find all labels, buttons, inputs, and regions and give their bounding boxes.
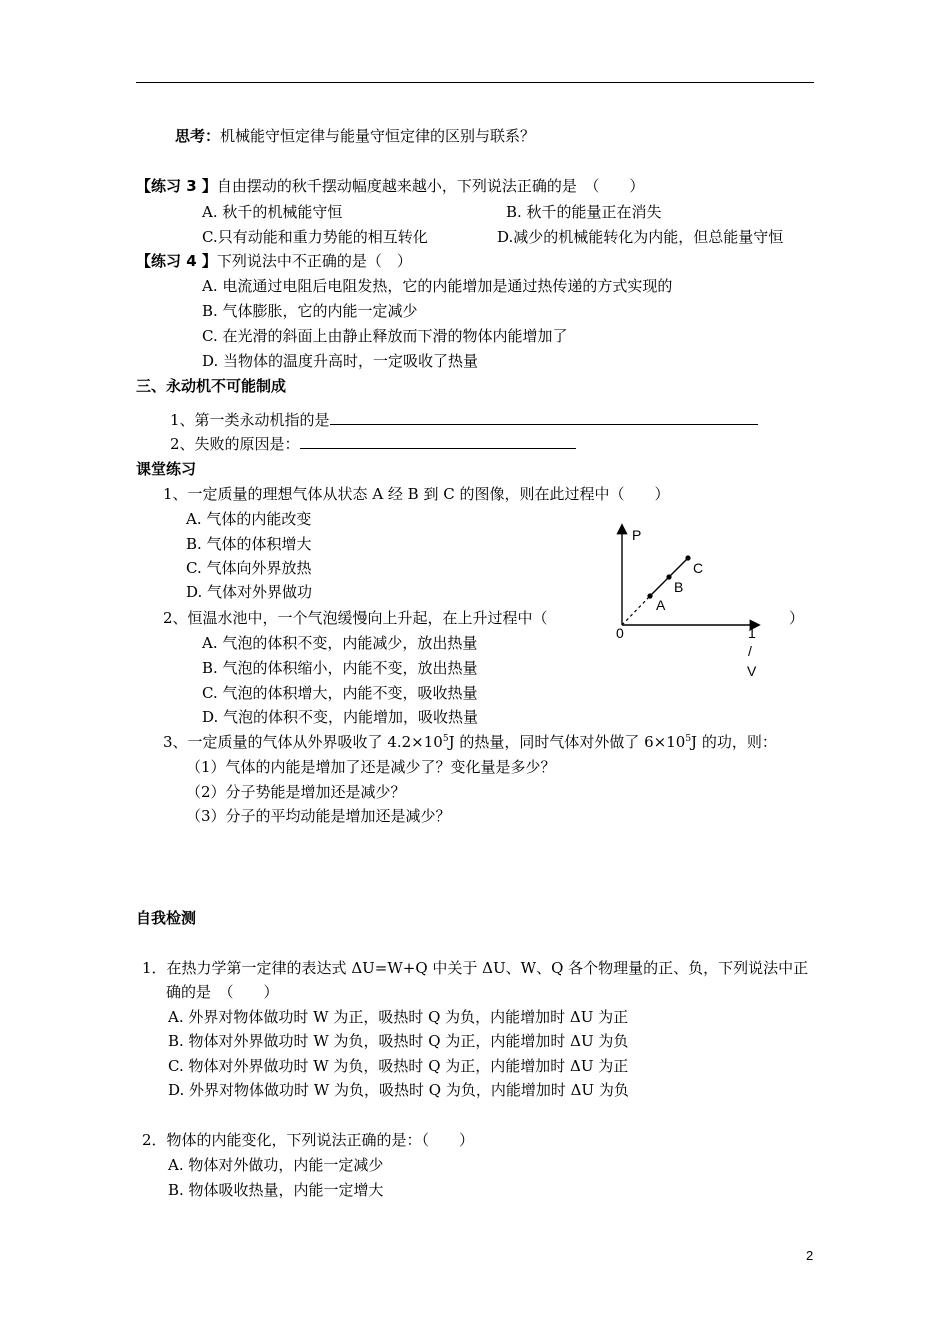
- point-a-dot: [647, 593, 652, 598]
- section-3-q1: [170, 410, 758, 430]
- exercise-4-option-c: C. 在光滑的斜面上由静止释放而下滑的物体内能增加了: [202, 327, 568, 345]
- origin-label: 0: [616, 625, 624, 641]
- exercise-3-tag: 【练习 3 】: [136, 177, 217, 195]
- answer-blank: [300, 434, 576, 449]
- exercise-4-question: [136, 251, 412, 271]
- self-test-q1-line2: 确的是 （ ）: [166, 983, 279, 1001]
- x-axis-label-1: 1: [748, 625, 756, 641]
- section-3-q2-text: 2、失败的原因是：: [170, 435, 300, 453]
- classwork-q3-pre: 3、一定质量的气体从外界吸收了 4.2×10: [163, 733, 443, 751]
- p-inverse-v-graph: [590, 520, 810, 690]
- point-c-label: C: [693, 560, 704, 576]
- answer-blank: [330, 410, 758, 425]
- classwork-q3-part-3: （3）分子的平均动能是增加还是减少？: [186, 807, 451, 825]
- classwork-q3: [163, 732, 777, 752]
- classwork-q1-option-b: B. 气体的体积增大: [186, 535, 312, 553]
- x-axis-label-v: V: [747, 663, 757, 679]
- y-axis-label: P: [632, 527, 642, 543]
- self-test-q1-option-c: C. 物体对外界做功时 W 为负，吸热时 Q 为正，内能增加时 ΔU 为正: [168, 1057, 629, 1075]
- section-3-title: 三、永动机不可能制成: [136, 377, 287, 395]
- classwork-q2-option-b: B. 气泡的体积缩小，内能不变，放出热量: [202, 659, 478, 677]
- self-test-q1-option-a: A. 外界对物体做功时 W 为正，吸热时 Q 为负，内能增加时 ΔU 为正: [168, 1008, 629, 1026]
- classwork-q1-option-d: D. 气体对外界做功: [186, 583, 313, 601]
- exercise-3-option-a: A. 秋千的机械能守恒: [202, 203, 343, 221]
- exponent: 5: [685, 734, 692, 744]
- self-test-q1-option-d: D. 外界对物体做功时 W 为负，吸热时 Q 为负，内能增加时 ΔU 为负: [168, 1081, 629, 1099]
- self-test-title: 自我检测: [136, 909, 197, 927]
- classwork-title: 课堂练习: [136, 460, 197, 478]
- exponent: 5: [442, 734, 449, 744]
- self-test-q2: 2．物体的内能变化，下列说法正确的是：（ ）: [142, 1131, 475, 1149]
- classwork-q3-part-2: （2）分子势能是增加还是减少？: [186, 783, 406, 801]
- exercise-4-text: 下列说法中不正确的是（ ）: [216, 252, 412, 270]
- section-3-q2: [170, 434, 576, 454]
- classwork-q2-option-c: C. 气泡的体积增大，内能不变，吸收热量: [202, 684, 478, 702]
- think-text: 机械能守恒定律与能量守恒定律的区别与联系？: [220, 127, 536, 145]
- classwork-q3-part-1: （1）气体的内能是增加了还是减少了？变化量是多少？: [186, 758, 556, 776]
- exercise-3-option-d: D.减少的机械能转化为内能，但总能量守恒: [497, 228, 784, 246]
- classwork-q2-paren: ）: [789, 609, 805, 627]
- page-number: 2: [806, 1248, 814, 1263]
- point-b-label: B: [674, 579, 684, 595]
- exercise-3-option-b: B. 秋千的能量正在消失: [506, 203, 662, 221]
- exercise-3-option-c: C.只有动能和重力势能的相互转化: [202, 228, 428, 246]
- exercise-3-text: 自由摆动的秋千摆动幅度越来越小，下列说法正确的是 （ ）: [216, 177, 645, 195]
- classwork-q1-option-a: A. 气体的内能改变: [186, 510, 312, 528]
- exercise-4-option-b: B. 气体膨胀，它的内能一定减少: [202, 302, 418, 320]
- self-test-q2-option-a: A. 物体对外做功，内能一定减少: [168, 1156, 384, 1174]
- header-rule: [136, 82, 814, 83]
- section-3-q1-text: 1、第一类永动机指的是: [170, 411, 330, 429]
- self-test-q2-option-b: B. 物体吸收热量，内能一定增大: [168, 1181, 384, 1199]
- point-a-label: A: [656, 597, 666, 613]
- self-test-q1-line1: 1．在热力学第一定律的表达式 ΔU=W+Q 中关于 ΔU、W、Q 各个物理量的正、负，下列说法中正: [142, 959, 809, 977]
- point-b-dot: [666, 574, 671, 579]
- classwork-q2-option-d: D. 气泡的体积不变，内能增加，吸收热量: [202, 708, 479, 726]
- point-c-dot: [685, 555, 690, 560]
- exercise-4-tag: 【练习 4 】: [136, 252, 217, 270]
- x-axis-label-slash: /: [748, 643, 752, 659]
- classwork-q3-mid: J 的热量，同时气体对外做了 6×10: [448, 733, 686, 751]
- classwork-q1-option-c: C. 气体向外界放热: [186, 559, 312, 577]
- self-test-q1-option-b: B. 物体对外界做功时 W 为负，吸热时 Q 为正，内能增加时 ΔU 为负: [168, 1032, 629, 1050]
- exercise-4-option-d: D. 当物体的温度升高时，一定吸收了热量: [202, 352, 479, 370]
- classwork-q3-post: J 的功，则：: [691, 733, 777, 751]
- exercise-4-option-a: A. 电流通过电阻后电阻发热，它的内能增加是通过热传递的方式实现的: [202, 277, 673, 295]
- think-label: 思考：: [175, 127, 221, 145]
- classwork-q2-option-a: A. 气泡的体积不变，内能减少，放出热量: [202, 634, 478, 652]
- classwork-q1: 1、一定质量的理想气体从状态 A 经 B 到 C 的图像，则在此过程中（ ）: [163, 485, 670, 503]
- dashed-extension: [622, 596, 650, 625]
- exercise-3-question: [136, 176, 644, 196]
- classwork-q2: 2、恒温水池中，一个气泡缓慢向上升起，在上升过程中（: [163, 609, 548, 627]
- think-line: [175, 126, 535, 146]
